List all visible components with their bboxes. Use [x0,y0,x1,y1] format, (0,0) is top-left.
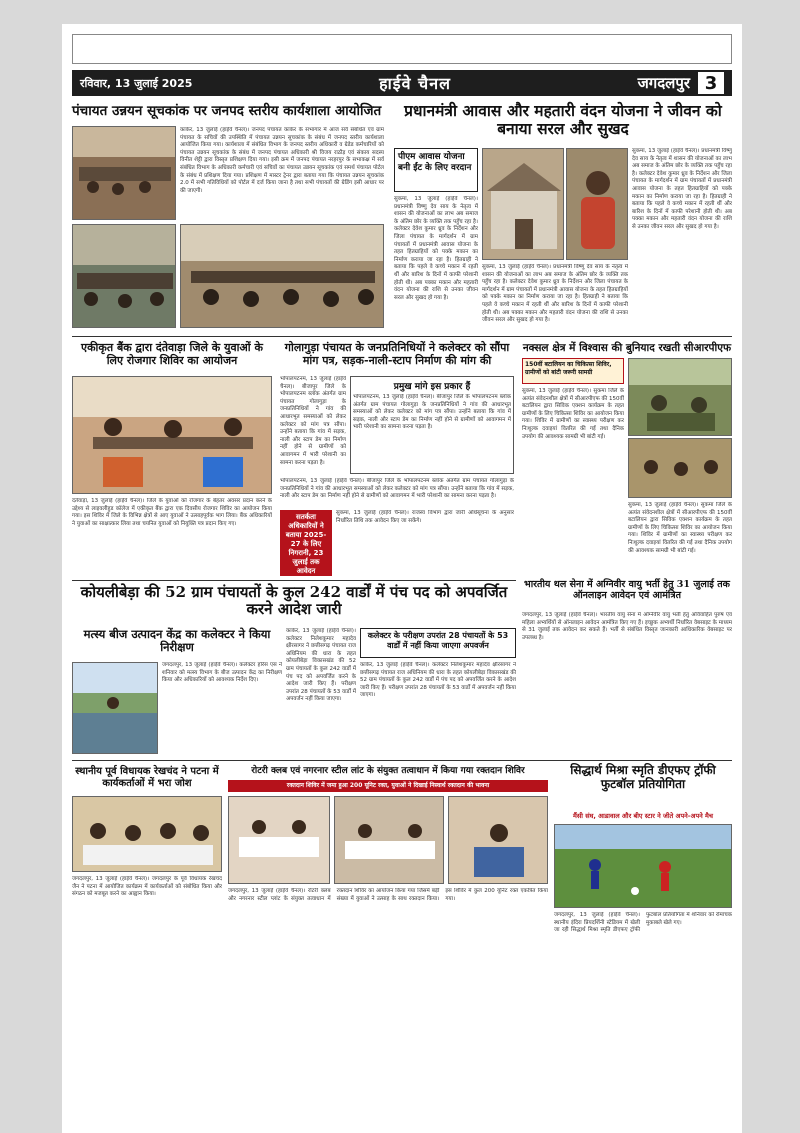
story2-photo-1 [482,148,564,260]
story5-body-col1: सुकमा, 13 जुलाई (हाईवे चैनल)। सुकमा जिले के अत्यंत संवेदनशील क्षेत्रों में सीआरपीएफ की 150वीं बटालियन द्वारा सिविक एक्शन कार्यक्रम के तहत ग्रामीणों के लिए चिकित्सा शिविर का आयोजन किया गया। शिविर में ग्रामीणों का स्वास्थ्य परीक्षण कर निःशुल्क दवाइयां वितरित की गईं तथा दैनिक उपयोग की आवश्यक सामग्री भी बांटी गई। [522,388,624,440]
top-ad-space [72,34,732,64]
story3-photo [72,376,272,494]
woman-portrait-photo [567,149,628,260]
story5-body-col2: सुकमा, 13 जुलाई (हाईवे चैनल)। सुकमा जिले के अत्यंत संवेदनशील क्षेत्रों में सीआरपीएफ की 150वीं बटालियन द्वारा सिविक एक्शन कार्यक्रम के तहत ग्रामीणों के लिए चिकित्सा शिविर का आयोजन किया गया। शिविर में ग्रामीणों का स्वास्थ्य परीक्षण कर निःशुल्क दवाइयां वितरित की गईं तथा दैनिक उपयोग की आवश्यक सामग्री भी बांटी गई। [628,502,732,554]
story10-photo-1 [228,796,330,884]
masthead [72,70,732,96]
crpf-camp-photo [629,359,732,436]
story5-box: 150वीं बटालियन का चिकित्सा शिविर, ग्रामीणों को बांटी जरूरी सामग्री [522,358,624,384]
demands-box-title: प्रमुख मांगे इस प्रकार हैं [393,382,471,392]
newspaper-page [62,24,742,1133]
story9-headline: स्थानीय पूर्व विधायक रेखचंद ने पटना में कार्यकर्ताओं में भरा जोश [75,766,219,789]
story3-headline: एकीकृत बैंक द्वारा दंतेवाड़ा जिले के युवाओं के लिए रोजगार शिविर का आयोजन [81,341,263,367]
villagers-photo [629,439,732,498]
story2-headline: प्रधानमंत्री आवास और महतारी वंदन योजना ने जीवन को बनाया सरल और सुखद [404,101,722,138]
fish-pond-photo [73,663,158,754]
issue-date: रविवार, 13 जुलाई 2025 [80,76,193,90]
story9-body: जगदलपुर, 13 जुलाई (हाईवे चैनल)। जगदलपुर के पूर्व विधायक रेखचंद जैन ने पटना में आयोजित कार्यक्रम में कार्यकर्ताओं को संबोधित किया और संगठन को मजबूत करने का आह्वान किया। [72,876,222,898]
story4-note: सुकमा, 13 जुलाई (हाईवे चैनल)। राजस्व विभाग द्वारा जारी अधिसूचना के अनुसार निर्धारित तिथि तक आवेदन किए जा सकेंगे। [336,510,514,524]
story4-demands-box [350,376,514,474]
story7-headline: कोयलीबेड़ा की 52 ग्राम पंचायतों के कुल 242 वार्डों में पंच पद को अपवर्जित करने आदेश जारी [80,583,508,619]
story11-red-sub: मैंसी संघ, आडावाल और बीए स्टार ने जीते अपने-अपने मैच [572,812,714,820]
page-number: 3 [698,72,724,94]
blood-donation-photo-1 [229,797,330,884]
divider-1 [72,336,732,337]
story1-photo [72,126,176,220]
story4-headline: गोलागुड़ा पंचायत के जनप्रतिनिधियों ने कलेक्टर को सौंपा मांग पत्र, सड़क-नाली-स्टाप निर्माण की मांग की [284,341,510,367]
conference-hall-photo [181,225,384,328]
story2-body-col2: सुकमा, 13 जुलाई (हाईवे चैनल)। प्रधानमंत्री विष्णु देव साय के नेतृत्व में शासन की योजनाओं का लाभ अब समाज के अंतिम छोर के व्यक्ति तक पहुँच रहा है। कलेक्टर देवेश कुमार ध्रुव के निर्देशन और जिला पंचायत के मार्गदर्शन में ग्राम पंचायतों में प्रधानमंत्री आवास योजना के तहत हितग्राहियों को पक्के मकान का निर्माण कराया जा रहा है। हितग्राही ने बताया कि पहले वे कच्चे मकान में रहती थीं और बारिश के दिनों में काफी परेशानी होती थी। अब पक्का मकान और महतारी वंदन योजना की राशि से उनका जीवन सरल और सुखद हो गया है। [482,264,628,324]
football-match-photo [555,825,732,908]
story11-headline: सिद्धार्थ मिश्रा स्मृति डीएफए ट्रॉफी फुटबॉल प्रतियोगिता [570,763,716,791]
story4-body-col1: भोपालपटनम, 13 जुलाई (हाईवे चैनल)। बीजापुर जिले के भोपालपटनम ब्लॉक अंतर्गत ग्राम पंचायत गोलागुड़ा के जनप्रतिनिधियों ने गांव की आधारभूत समस्याओं को लेकर कलेक्टर को मांग पत्र सौंपा। उन्होंने बताया कि गांव में सड़क, नाली और स्टाप डेम का निर्माण नहीं होने से ग्रामीणों को आवागमन में भारी परेशानी का सामना करना पड़ता है। [280,376,346,466]
city-block [638,72,724,94]
divider-2 [72,580,516,581]
story5-headline: नक्सल क्षेत्र में विश्वास की बुनियाद रखती सीआरपीएफ [522,342,732,354]
workshop-photo [73,225,176,328]
story10-headline: रोटरी क्लब एवं नगरनार स्टील लांट के संयुक्त तत्वाधान में किया गया रक्तदान शिविर [251,766,525,776]
story10-body: जगदलपुर, 13 जुलाई (हाईवे चैनल)। रोटरी क्लब और नगरनार स्टील प्लांट के संयुक्त तत्वाधान में रक्तदान शिविर का आयोजन किया गया जिसमें बड़ी संख्या में युवाओं ने उत्साह के साथ रक्तदान किया। इस शिविर में कुल 200 यूनिट रक्त एकत्रित किया गया। [228,888,548,902]
story2-photo-2 [566,148,628,260]
story7-body-col1: कांकेर, 13 जुलाई (हाईवे चैनल)। कलेक्टर निलेशकुमार महादेव क्षीरसागर ने छत्तीसगढ़ पंचायत राज अधिनियम की धारा के तहत कोयलीबेड़ा विकासखंड की 52 ग्राम पंचायतों के कुल 242 वार्डों में पंच पद को अपवर्जित करने के आदेश जारी किए हैं। परीक्षण उपरांत 28 पंचायतों के 53 वार्डों में अपवर्जन नहीं किया जाएगा। [286,628,356,703]
blood-donation-photo-3 [449,797,548,884]
blood-donation-photo-2 [335,797,444,884]
story6-headline: भारतीय थल सेना में अग्निवीर वायु भर्ती हेतु 31 जुलाई तक ऑनलाइन आवेदन एवं आमंत्रित [524,579,730,601]
story5-photo-2 [628,438,732,498]
beneficiary-house-photo [483,149,564,260]
story6-body: जगदलपुर, 13 जुलाई (हाईवे चैनल)। भारतीय वायु सेना में अग्निवीर वायु भर्ती हेतु अविवाहित पुरुष एवं महिला अभ्यर्थियों से ऑनलाइन आवेदन आमंत्रित किए गए हैं। इच्छुक अभ्यर्थी निर्धारित वेबसाइट के माध्यम से 31 जुलाई तक आवेदन कर सकते हैं। भर्ती से संबंधित विस्तृत जानकारी आधिकारिक वेबसाइट पर उपलब्ध है। [522,612,732,641]
newspaper-name: हाईवे चैनल [379,74,451,93]
story2-subhead: पीएम आवास योजना बनी ईंट के लिए वरदान [394,148,478,192]
story1-body-top: कांकेर, 13 जुलाई (हाईवे चैनल)। जनपद पंचायत कांकेर के सभागार में आज सर्व संबंधित एवं ग्राम पंचायत के सचिवों की उपस्थिति में पंचायत उन्नयन सूचकांक के संबंध में जनपद स्तरीय कार्यशाला आयोजित किया गया। कार्यशाला में संबंधित विभाग के जनपद स्तरीय अधिकारी व ग्रेडेड कर्मचारियों को पंचायत उन्नयन सूचकांक के संबंध में जनपद पंचायत अधिकारी श्री विजय राठौड़ एवं संकाय सदस्य विनीत शेट्टी द्वारा विस्तृत प्रशिक्षण दिया गया। इसी क्रम में जनपद पंचायत नरहरपुर के सभाकक्ष में सर्व संबंधित विभाग के अधिकारी कर्मचारी एवं सचिवों का पंचायत उन्नयन सूचकांक एवं समर्थ पंचायत पोर्टल के संबंध में प्रशिक्षण दिया गया। प्रशिक्षण में मास्टर ट्रेनर द्वारा बताया गया कि पंचायत उन्नयन सूचकांक 2.0 में सभी गतिविधियों को पोर्टल में दर्ज किया जाना है तथा सभी पंचायतों की ग्रेडिंग इसी आधार पर की जाएगी। [180,127,384,194]
story7-subhead: कलेक्टर के परीक्षण उपरांत 28 पंचायतों के 53 वार्डों में नहीं किया जाएगा अपवर्जन [360,628,516,658]
job-camp-photo [73,377,272,494]
story1-headline: पंचायत उन्नयन सूचकांक पर जनपद स्तरीय कार्यशाला आयोजित [72,103,382,119]
story1-photo-3 [180,224,384,328]
story8-headline: मत्स्य बीज उत्पादन केंद्र का कलेक्टर ने किया निरीक्षण [83,627,271,655]
story8-photo [72,662,158,754]
demands-box-body: भोपालपटनम, 13 जुलाई (हाईवे चैनल)। बीजापुर जिले के भोपालपटनम ब्लॉक अंतर्गत ग्राम पंचायत गोलागुड़ा के जनप्रतिनिधियों ने गांव की आधारभूत समस्याओं को लेकर कलेक्टर को मांग पत्र सौंपा। उन्होंने बताया कि गांव में सड़क, नाली और स्टाप डेम का निर्माण नहीं होने से ग्रामीणों को आवागमन में भारी परेशानी का सामना करना पड़ता है। [353,394,511,431]
story10-photo-2 [334,796,444,884]
story11-body: जगदलपुर, 13 जुलाई (हाईवे चैनल)। स्थानीय इंदिरा प्रियदर्शिनी स्टेडियम में खेली जा रही सिद्धार्थ मिश्रा स्मृति डीएफए ट्रॉफी फुटबॉल प्रतियोगिता में शनिवार को रोमांचक मुकाबले खेले गए। [554,912,732,934]
city-name: जगदलपुर [637,74,690,92]
story11-photo [554,824,732,908]
story10-photo-3 [448,796,548,884]
divider-3 [72,760,732,761]
story5-photo-1 [628,358,732,436]
story1-photo-2 [72,224,176,328]
story9-photo [72,796,222,872]
story4-side-box: सतर्कता अधिकारियों ने बताया 2025-27 के लिए निगरानी, 23 जुलाई तक आवेदन [280,510,332,576]
story3-body: दंतेवाड़ा, 13 जुलाई (हाईवे चैनल)। जिले के युवाओं को रोजगार के बेहतर अवसर प्रदान करने के उद्देश्य से लाइवलीहुड कॉलेज में एकीकृत बैंक द्वारा एक दिवसीय रोजगार शिविर का आयोजन किया गया। इस शिविर में जिले के विभिन्न क्षेत्रों से आए युवाओं ने उत्साहपूर्वक भाग लिया। बैंक अधिकारियों ने युवाओं का साक्षात्कार लिया तथा चयनित युवाओं को नियुक्ति पत्र प्रदान किए गए। [72,498,272,527]
story2-body-col1: सुकमा, 13 जुलाई (हाईवे चैनल)। प्रधानमंत्री विष्णु देव साय के नेतृत्व में शासन की योजनाओं का लाभ अब समाज के अंतिम छोर के व्यक्ति तक पहुँच रहा है। कलेक्टर देवेश कुमार ध्रुव के निर्देशन और जिला पंचायत के मार्गदर्शन में ग्राम पंचायतों में प्रधानमंत्री आवास योजना के तहत हितग्राहियों को पक्के मकान का निर्माण कराया जा रहा है। हितग्राही ने बताया कि पहले वे कच्चे मकान में रहती थीं और बारिश के दिनों में काफी परेशानी होती थी। अब पक्का मकान और महतारी वंदन योजना की राशि से उनका जीवन सरल और सुखद हो गया है। [394,196,478,301]
story8-body: जगदलपुर, 13 जुलाई (हाईवे चैनल)। कलेक्टर हरिस एस ने शनिवार को मत्स्य विभाग के बीज उत्पादन केंद्र का निरीक्षण किया और अधिकारियों को आवश्यक निर्देश दिए। [162,662,282,684]
story2-body-col3: सुकमा, 13 जुलाई (हाईवे चैनल)। प्रधानमंत्री विष्णु देव साय के नेतृत्व में शासन की योजनाओं का लाभ अब समाज के अंतिम छोर के व्यक्ति तक पहुँच रहा है। कलेक्टर देवेश कुमार ध्रुव के निर्देशन और जिला पंचायत के मार्गदर्शन में ग्राम पंचायतों में प्रधानमंत्री आवास योजना के तहत हितग्राहियों को पक्के मकान का निर्माण कराया जा रहा है। हितग्राही ने बताया कि पहले वे कच्चे मकान में रहती थीं और बारिश के दिनों में काफी परेशानी होती थी। अब पक्का मकान और महतारी वंदन योजना की राशि से उनका जीवन सरल और सुखद हो गया है। [632,148,732,230]
story4-body-col2: भोपालपटनम, 13 जुलाई (हाईवे चैनल)। बीजापुर जिले के भोपालपटनम ब्लॉक अंतर्गत ग्राम पंचायत गोलागुड़ा के जनप्रतिनिधियों ने गांव की आधारभूत समस्याओं को लेकर कलेक्टर को मांग पत्र सौंपा। उन्होंने बताया कि गांव में सड़क, नाली और स्टाप डेम का निर्माण नहीं होने से ग्रामीणों को आवागमन में भारी परेशानी का सामना करना पड़ता है। [280,478,514,500]
party-workers-photo [73,797,222,872]
story7-body-col2: कांकेर, 13 जुलाई (हाईवे चैनल)। कलेक्टर निलेशकुमार महादेव क्षीरसागर ने छत्तीसगढ़ पंचायत राज अधिनियम की धारा के तहत कोयलीबेड़ा विकासखंड की 52 ग्राम पंचायतों के कुल 242 वार्डों में पंच पद को अपवर्जित करने के आदेश जारी किए हैं। परीक्षण उपरांत 28 पंचायतों के 53 वार्डों में अपवर्जन नहीं किया जाएगा। [360,662,516,699]
story10-bar: रक्तदान शिविर में जमा हुआ 200 यूनिट रक्त, युवाओं ने दिखाई निस्वार्थ रक्तदान की भावना [228,780,548,792]
meeting-photo [73,127,176,220]
